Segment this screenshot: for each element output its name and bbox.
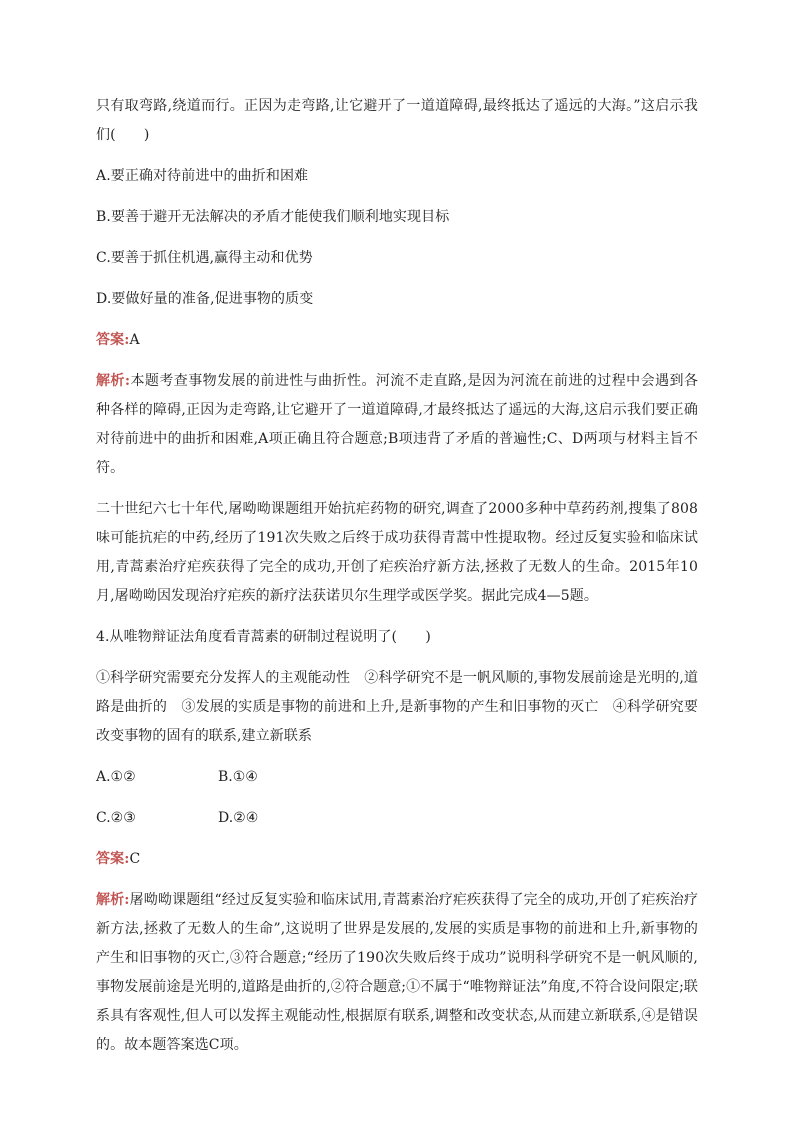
q3-option-c: C.要善于抓住机遇,赢得主动和优势 xyxy=(96,250,313,266)
material-passage: 二十世纪六七十年代,屠呦呦课题组开始抗疟药物的研究,调查了2000多种中草药药剂,搜集了808味可能抗疟的中药,经历了191次失败之后终于成功获得青蒿中性提取物。经过反复实验和临床试用,青蒿素治疗疟疾获得了完全的成功,开创了疟疾治疗新方法,拯救了无数人的生命。2015年10月,屠呦呦因发现治疗疟疾的新疗法获诺贝尔生理学或医学奖。据此完成4—5题。 xyxy=(96,501,698,604)
q4-analysis xyxy=(96,886,698,1060)
q4-stem: 4.从唯物辩证法角度看青蒿素的研制过程说明了( ) xyxy=(96,629,431,645)
q4-choices-row-2 xyxy=(96,804,698,833)
q3-stem-tail: 只有取弯路,绕道而行。正因为走弯路,让它避开了一道道障碍,最终抵达了遥远的大海。”这启示我们( ) xyxy=(96,98,698,143)
q3-analysis-text: 本题考查事物发展的前进性与曲折性。河流不走直路,是因为河流在前进的过程中会遇到各种各样的障碍,正因为走弯路,让它避开了一道道障碍,才最终抵达了遥远的大海,这启示我们要正确对待前进中的曲折和困难,A项正确且符合题意;B项违背了矛盾的普遍性;C、D两项与材料主旨不符。 xyxy=(96,373,698,476)
q4-choice-d: D.②④ xyxy=(218,810,259,826)
q4-choices-row-1 xyxy=(96,763,698,792)
q3-answer-label: 答案: xyxy=(96,332,130,348)
q4-analysis-text: 屠呦呦课题组“经过反复实验和临床试用,青蒿素治疗疟疾获得了完全的成功,开创了疟疾治疗新方法,拯救了无数人的生命”,这说明了世界是发展的,发展的实质是事物的前进和上升,新事物的产生和旧事物的灭亡,③符合题意;“经历了190次失败后终于成功”说明科学研究不是一帆风顺的,事物发展前途是光明的,道路是曲折的,②符合题意;①不属于“唯物辩证法”角度,不符合设问限定;联系具有客观性,但人可以发挥主观能动性,根据原有联系,调整和改变状态,从而建立新联系,④是错误的。故本题答案选C项。 xyxy=(96,892,698,1053)
q3-option-a: A.要正确对待前进中的曲折和困难 xyxy=(96,168,309,184)
q3-analysis-label: 解析: xyxy=(96,373,131,389)
q3-answer xyxy=(96,326,698,355)
q3-option-b: B.要善于避开无法解决的矛盾才能使我们顺利地实现目标 xyxy=(96,209,450,225)
q4-statements: ①科学研究需要充分发挥人的主观能动性 ②科学研究不是一帆风顺的,事物发展前途是光明的,道路是曲折的 ③发展的实质是事物的前进和上升,是新事物的产生和旧事物的灭亡 ④科学研究要改变事物的固有的联系,建立新联系 xyxy=(96,670,698,744)
q3-analysis xyxy=(96,367,698,483)
q4-choice-b: B.①④ xyxy=(218,769,258,785)
q4-choice-a: A.①② xyxy=(96,769,136,785)
q4-choice-c: C.②③ xyxy=(96,810,136,826)
q4-answer xyxy=(96,845,698,874)
q4-analysis-label: 解析: xyxy=(96,892,130,908)
q4-answer-value: C xyxy=(129,851,141,867)
q4-answer-label: 答案: xyxy=(96,851,130,867)
q3-option-d: D.要做好量的准备,促进事物的质变 xyxy=(96,291,314,307)
q3-answer-value: A xyxy=(129,332,140,348)
